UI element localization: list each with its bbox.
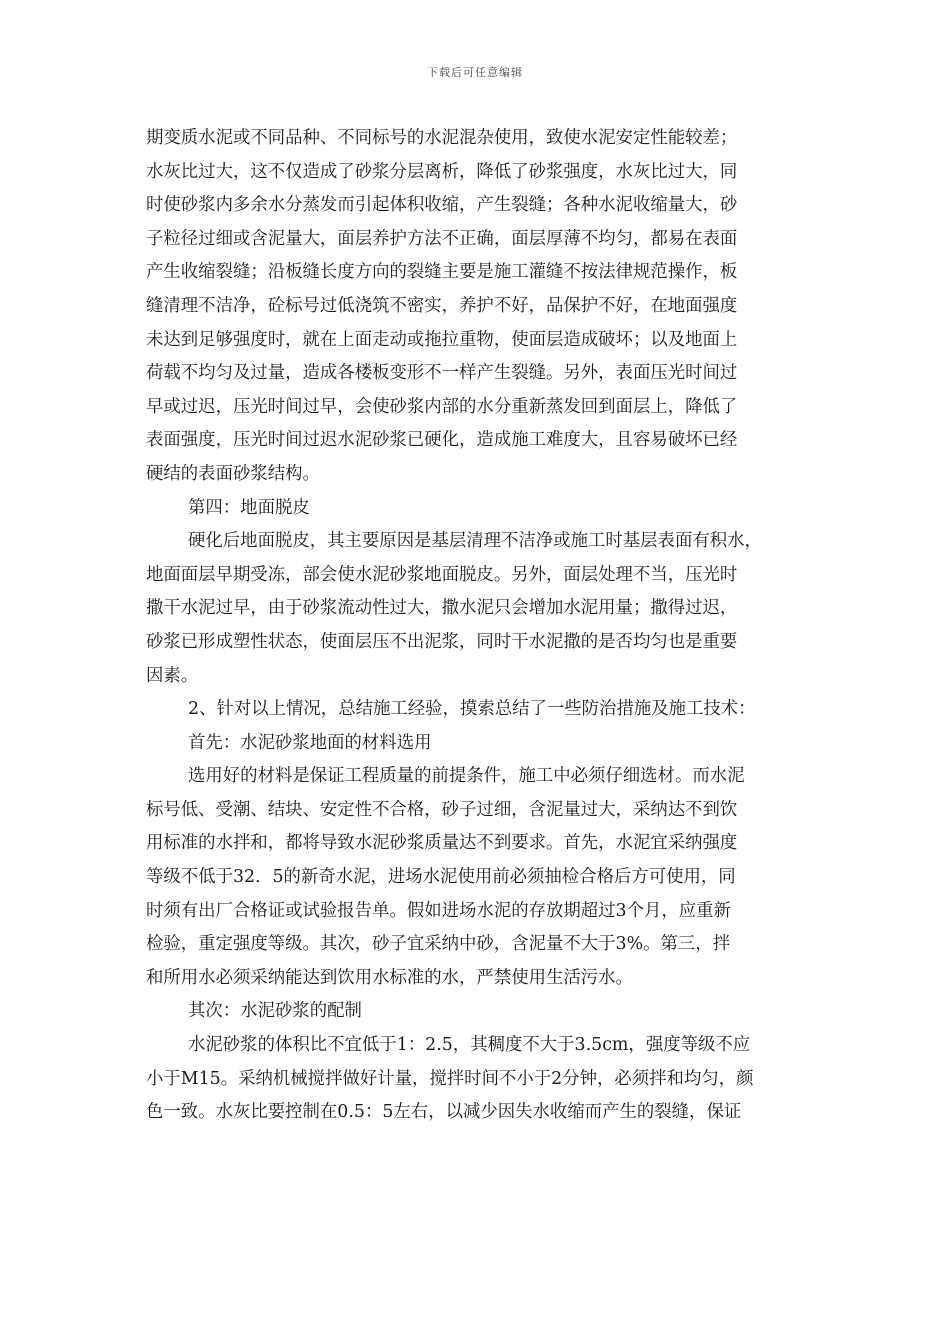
text-line: 因素。 xyxy=(146,665,199,686)
text-line: 未达到足够强度时，就在上面走动或拖拉重物，使面层造成破坏；以及地面上 xyxy=(146,329,738,350)
text-line: 标号低、受潮、结块、安定性不合格，砂子过细，含泥量过大，采纳达不到饮 xyxy=(146,799,738,820)
text-line: 用标准的水拌和，都将导致水泥砂浆质量达不到要求。首先，水泥宜采纳强度 xyxy=(146,833,738,854)
page-header: 下载后可任意编辑 xyxy=(427,66,523,79)
text-line: 早或过迟，压光时间过早，会使砂浆内部的水分重新蒸发回到面层上，降低了 xyxy=(146,396,738,417)
text-line: 和所用水必须采纳能达到饮用水标准的水，严禁使用生活污水。 xyxy=(146,967,633,988)
text-line: 其次：水泥砂浆的配制 xyxy=(188,1001,362,1022)
document-body xyxy=(146,122,806,1130)
text-line: 2、针对以上情况，总结施工经验，摸索总结了一些防治措施及施工技术： xyxy=(188,699,756,720)
text-line: 期变质水泥或不同品种、不同标号的水泥混杂使用，致使水泥安定性能较差； xyxy=(146,128,738,148)
text-line: 砂浆已形成塑性状态，使面层压不出泥浆，同时干水泥撒的是否均匀也是重要 xyxy=(146,631,738,652)
text-line: 水灰比过大，这不仅造成了砂浆分层离析，降低了砂浆强度，水灰比过大，同 xyxy=(146,161,738,182)
text-line: 地面面层早期受冻，部会使水泥砂浆地面脱皮。另外，面层处理不当，压光时 xyxy=(146,564,738,585)
text-line: 产生收缩裂缝；沿板缝长度方向的裂缝主要是施工灌缝不按法律规范操作，板 xyxy=(146,262,738,283)
text-line: 硬化后地面脱皮，其主要原因是基层清理不洁净或施工时基层表面有积水， xyxy=(188,531,762,552)
text-line: 小于M15。采纳机械搅拌做好计量，搅拌时间不小于2分钟，必须拌和均匀，颜 xyxy=(146,1068,754,1089)
text-line: 荷载不均匀及过量，造成各楼板变形不一样产生裂缝。另外，表面压光时间过 xyxy=(146,363,738,384)
text-line: 首先：水泥砂浆地面的材料选用 xyxy=(188,732,432,753)
text-line: 缝清理不洁净，砼标号过低浇筑不密实，养护不好，品保护不好，在地面强度 xyxy=(146,295,738,316)
text-line: 第四：地面脱皮 xyxy=(188,497,310,518)
text-line: 表面强度，压光时间过迟水泥砂浆已硬化，造成施工难度大，且容易破坏已经 xyxy=(146,430,738,451)
text-line: 硬结的表面砂浆结构。 xyxy=(146,463,320,484)
text-line: 时须有出厂合格证或试验报告单。假如进场水泥的存放期超过3个月，应重新 xyxy=(146,900,731,921)
text-line: 时使砂浆内多余水分蒸发而引起体积收缩，产生裂缝；各种水泥收缩量大，砂 xyxy=(146,195,738,216)
text-line: 检验，重定强度等级。其次，砂子宜采纳中砂，含泥量不大于3%。第三，拌 xyxy=(146,934,731,955)
text-line: 水泥砂浆的体积比不宜低于1：2.5，其稠度不大于3.5cm，强度等级不应 xyxy=(188,1035,751,1056)
text-line: 等级不低于32．5的新奇水泥，进场水泥使用前必须抽检合格后方可使用，同 xyxy=(146,867,736,888)
text-line: 撒干水泥过早，由于砂浆流动性过大，撒水泥只会增加水泥用量；撒得过迟， xyxy=(146,598,738,619)
text-line: 选用好的材料是保证工程质量的前提条件，施工中必须仔细选材。而水泥 xyxy=(188,766,745,787)
text-line: 色一致。水灰比要控制在0.5：5左右，以减少因失水收缩而产生的裂缝，保证 xyxy=(146,1102,742,1123)
text-line: 子粒径过细或含泥量大，面层养护方法不正确，面层厚薄不均匀，都易在表面 xyxy=(146,228,738,249)
